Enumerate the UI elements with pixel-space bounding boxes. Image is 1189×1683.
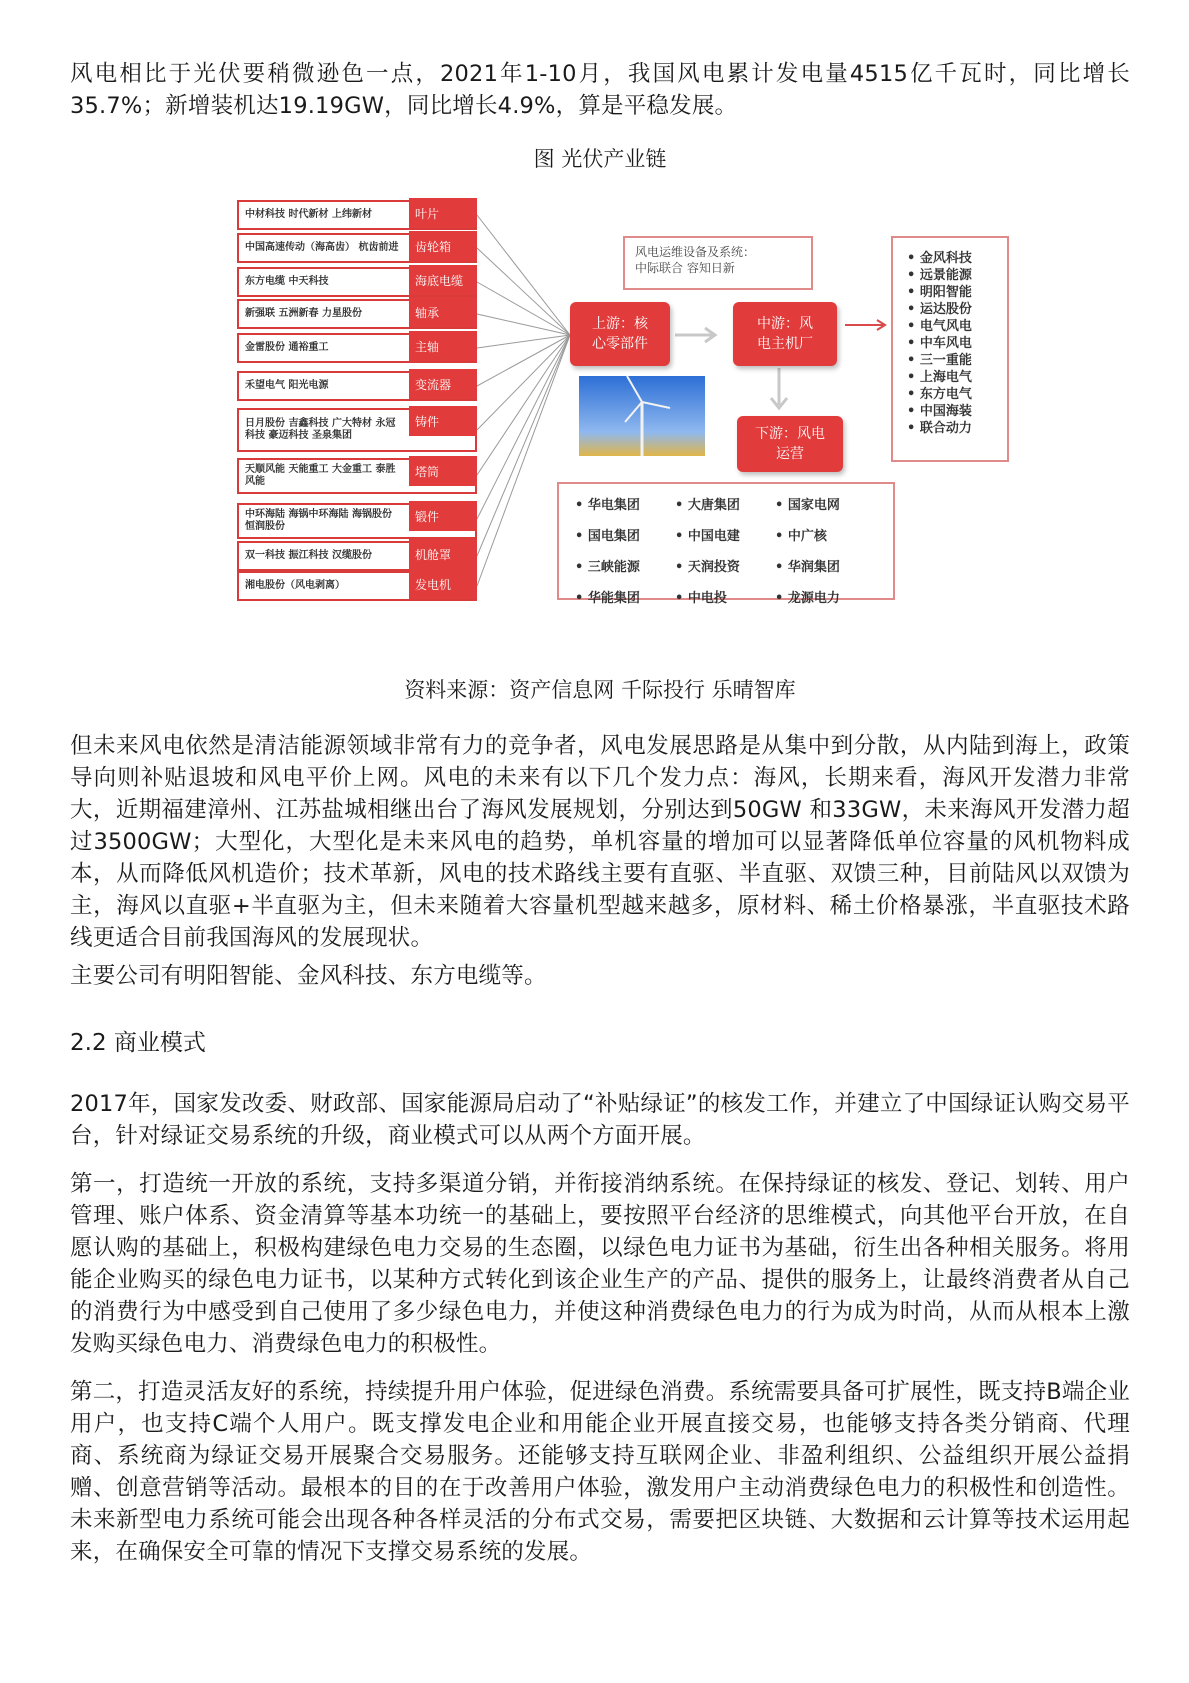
- figure-title: 图 光伏产业链: [533, 147, 667, 171]
- oem-list: [893, 238, 1007, 437]
- component-item: [237, 299, 477, 329]
- component-companies: 中环海陆 海锅中环海陆 海锅股份 恒润股份: [245, 509, 392, 532]
- component-companies: 湘电股份（风电剥离）: [245, 580, 345, 591]
- midstream-box: 中游：风 电主机厂: [733, 302, 837, 366]
- component-companies: 双一科技 振江科技 汉缆股份: [245, 550, 372, 561]
- component-companies: 天顺风能 天能重工 大金重工 泰胜风能: [245, 464, 396, 487]
- oem-item: • 上海电气: [907, 369, 1007, 386]
- oem-item: • 电气风电: [907, 318, 1007, 335]
- component-item: [237, 200, 477, 230]
- component-companies: 东方电缆 中天科技: [245, 276, 329, 287]
- component-companies: 金雷股份 通裕重工: [245, 342, 329, 353]
- industry-chain-figure: [165, 190, 1045, 650]
- oem-item: • 东方电气: [907, 386, 1007, 403]
- component-tag: 变流器: [409, 369, 477, 399]
- operator-item: • 华能集团: [575, 587, 665, 606]
- operator-item: • 华电集团: [575, 494, 665, 513]
- oem-item: • 三一重能: [907, 352, 1007, 369]
- oem-item: • 明阳智能: [907, 284, 1007, 301]
- oem-item: • 金风科技: [907, 250, 1007, 267]
- oem-item: • 中国海装: [907, 403, 1007, 420]
- upstream-box: 上游：核 心零部件: [570, 302, 670, 366]
- component-companies: 中国高速传动（海高齿） 杭齿前进: [245, 242, 399, 253]
- downstream-box: 下游：风电 运营: [737, 416, 843, 472]
- operator-item: • 国电集团: [575, 525, 665, 544]
- oem-item: • 远景能源: [907, 267, 1007, 284]
- component-tag: 叶片: [409, 198, 477, 228]
- component-item: [237, 458, 477, 494]
- component-tag: 发电机: [409, 569, 477, 599]
- component-item: [237, 503, 477, 539]
- service-box-text: 风电运维设备及系统： 中际联合 容知日新: [635, 245, 756, 275]
- operator-item: • 大唐集团: [675, 494, 765, 513]
- component-tag: 机舱罩: [409, 539, 477, 569]
- component-companies: 中材科技 时代新材 上纬新材: [245, 209, 372, 220]
- operator-item: • 国家电网: [775, 494, 875, 513]
- operator-item: • 天润投资: [675, 556, 765, 575]
- operators-grid: [575, 494, 875, 606]
- first-point-paragraph: 第一，打造统一开放的系统，支持多渠道分销，并衔接消纳系统。在保持绿证的核发、登记、划转、用户管理、账户体系、资金清算等基本功统一的基础上，要按照平台经济的思维模式，向其他平台开放，在自愿认购的基础上，积极构建绿色电力交易的生态圈，以绿色电力证书为基础，衍生出各种相关服务。将用能企业购买的绿色电力证书，以某种方式转化到该企业生产的产品、提供的服务上，让最终消费者从自己的消费行为中感受到自己使用了多少绿色电力，并使这种消费绿色电力的行为成为时尚，从而从根本上激发购买绿色电力、消费绿色电力的积极性。: [70, 1171, 1130, 1357]
- operator-item: • 龙源电力: [775, 587, 875, 606]
- operators-panel: [557, 482, 895, 606]
- component-tag: 主轴: [409, 331, 477, 361]
- operator-item: • 中广核: [775, 525, 875, 544]
- component-item: [237, 371, 477, 401]
- oem-panel: [891, 236, 1009, 462]
- operator-item: • 中电投: [675, 587, 765, 606]
- oem-item: • 运达股份: [907, 301, 1007, 318]
- service-box: [623, 236, 813, 290]
- oem-item: • 联合动力: [907, 420, 1007, 437]
- component-tag: 铸件: [409, 406, 477, 436]
- component-item: [237, 541, 477, 571]
- component-item: [237, 571, 477, 601]
- operator-item: • 三峡能源: [575, 556, 665, 575]
- component-tag: 海底电缆: [409, 265, 477, 295]
- component-tag: 齿轮箱: [409, 231, 477, 261]
- operator-item: • 中国电建: [675, 525, 765, 544]
- component-item: [237, 408, 477, 452]
- component-tag: 锻件: [409, 501, 477, 531]
- component-item: [237, 233, 477, 263]
- companies-paragraph: 主要公司有明阳智能、金风科技、东方电缆等。: [70, 963, 547, 989]
- intro-paragraph: 风电相比于光伏要稍微逊色一点，2021年1-10月，我国风电累计发电量4515亿千瓦时，同比增长35.7%；新增装机达19.19GW，同比增长4.9%，算是平稳发展。: [70, 61, 1130, 119]
- component-tag: 塔筒: [409, 456, 477, 486]
- component-item: [237, 333, 477, 363]
- future-paragraph: 但未来风电依然是清洁能源领域非常有力的竞争者，风电发展思路是从集中到分散，从内陆到海上，政策导向则补贴退坡和风电平价上网。风电的未来有以下几个发力点：海风，长期来看，海风开发潜力非常大，近期福建漳州、江苏盐城相继出台了海风发展规划，分别达到50GW 和33GW，未来海风开发潜力超过3500GW；大型化，大型化是未来风电的趋势，单机容量的增加可以显著降低单位容量的风机物料成本，从而降低风机造价；技术革新，风电的技术路线主要有直驱、半直驱、双馈三种，目前陆风以双馈为主，海风以直驱+半直驱为主，但未来随着大容量机型越来越多，原材料、稀土价格暴涨，半直驱技术路线更适合目前我国海风的发展现状。: [70, 733, 1130, 951]
- operator-item: • 华润集团: [775, 556, 875, 575]
- component-tag: 轴承: [409, 297, 477, 327]
- figure-source: 资料来源：资产信息网 千际投行 乐晴智库: [404, 678, 796, 702]
- second-point-paragraph: 第二，打造灵活友好的系统，持续提升用户体验，促进绿色消费。系统需要具备可扩展性，既支持B端企业用户，也支持C端个人用户。既支撑发电企业和用能企业开展直接交易，也能够支持各类分销商、代理商、系统商为绿证交易开展聚合交易服务。还能够支持互联网企业、非盈利组织、公益组织开展公益捐赠、创意营销等活动。最根本的目的在于改善用户体验，激发用户主动消费绿色电力的积极性和创造性。未来新型电力系统可能会出现各种各样灵活的分布式交易，需要把区块链、大数据和云计算等技术运用起来，在确保安全可靠的情况下支撑交易系统的发展。: [70, 1379, 1130, 1565]
- oem-item: • 中车风电: [907, 335, 1007, 352]
- section-heading: 2.2 商业模式: [70, 1030, 206, 1056]
- component-companies: 新强联 五洲新春 力星股份: [245, 308, 362, 319]
- component-companies: 禾望电气 阳光电源: [245, 380, 329, 391]
- component-item: [237, 267, 477, 297]
- component-companies: 日月股份 吉鑫科技 广大特材 永冠科技 豪迈科技 圣泉集团: [245, 418, 396, 441]
- model-intro-paragraph: 2017年，国家发改委、财政部、国家能源局启动了“补贴绿证”的核发工作，并建立了中国绿证认购交易平台，针对绿证交易系统的升级，商业模式可以从两个方面开展。: [70, 1091, 1130, 1149]
